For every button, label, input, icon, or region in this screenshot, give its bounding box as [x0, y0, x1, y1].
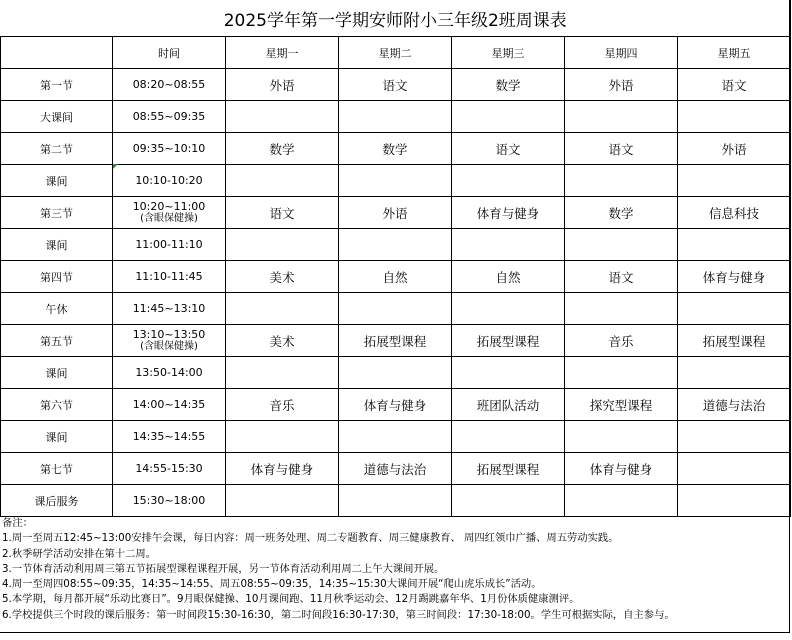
class-cell[interactable]: 数学 — [339, 133, 452, 165]
row-time — [113, 485, 226, 517]
class-cell[interactable]: 体育与健身 — [565, 453, 678, 485]
class-cell[interactable] — [565, 357, 678, 389]
header-day: 星期二 — [339, 37, 452, 69]
row-time — [113, 229, 226, 261]
row-label: 第七节 — [1, 453, 113, 485]
class-cell[interactable]: 音乐 — [226, 389, 339, 421]
class-cell[interactable] — [226, 485, 339, 517]
row-label: 第三节 — [1, 197, 113, 229]
note-item: 6.学校提供三个时段的课后服务：第一时间段15:30-16:30，第二时间段16:30-17:30，第三时间段：17:30-18:00。学生可根据实际，自主参与。 — [2, 608, 675, 621]
timetable-row — [1, 197, 791, 229]
class-cell[interactable] — [226, 357, 339, 389]
time-range: 11:10-11:45 — [135, 270, 203, 283]
row-label: 午休 — [1, 293, 113, 325]
class-cell[interactable]: 外语 — [678, 133, 791, 165]
time-range: 11:00-11:10 — [135, 238, 203, 251]
time-range: 08:20~08:55 — [132, 78, 206, 91]
timetable-title: 2025学年第一学期安师附小三年级2班周课表 — [1, 0, 791, 37]
class-cell[interactable]: 外语 — [226, 69, 339, 101]
class-cell[interactable] — [565, 293, 678, 325]
class-cell[interactable] — [452, 485, 565, 517]
class-cell[interactable]: 数学 — [452, 69, 565, 101]
class-cell[interactable]: 语文 — [565, 261, 678, 293]
class-cell[interactable] — [565, 421, 678, 453]
class-cell[interactable] — [565, 101, 678, 133]
header-time: 时间 — [113, 37, 226, 69]
class-cell[interactable]: 体育与健身 — [452, 197, 565, 229]
class-cell[interactable]: 体育与健身 — [226, 453, 339, 485]
class-cell[interactable]: 数学 — [226, 133, 339, 165]
row-time — [113, 133, 226, 165]
note-item: 2.秋季研学活动安排在第十二周。 — [2, 547, 156, 560]
class-cell[interactable] — [565, 229, 678, 261]
class-cell[interactable]: 自然 — [339, 261, 452, 293]
note-item: 3.一节体育活动利用周三第五节拓展型课程课程开展，另一节体育活动利用周二上午大课间开展。 — [2, 562, 445, 575]
row-label: 课间 — [1, 357, 113, 389]
class-cell[interactable]: 信息科技 — [678, 197, 791, 229]
time-range: 13:10~13:50 — [132, 328, 206, 341]
class-cell[interactable]: 拓展型课程 — [339, 325, 452, 357]
row-label: 课后服务 — [1, 485, 113, 517]
class-cell[interactable] — [452, 229, 565, 261]
note-item: 1.周一至周五12:45~13:00安排午会课，每日内容：周一班务处理、周二专题教育、周三健康教育、 周四红领巾广播、周五劳动实践。 — [2, 532, 619, 545]
class-cell[interactable] — [226, 165, 339, 197]
row-label: 第五节 — [1, 325, 113, 357]
timetable-row — [1, 453, 791, 485]
time-range: 14:00~14:35 — [132, 398, 206, 411]
sheet-right-border — [789, 0, 790, 633]
time-range: 10:20~11:00 — [132, 200, 206, 213]
notes-section — [2, 516, 790, 623]
class-cell[interactable] — [678, 453, 791, 485]
row-label: 第一节 — [1, 69, 113, 101]
class-cell[interactable]: 班团队活动 — [452, 389, 565, 421]
class-cell[interactable]: 语文 — [565, 133, 678, 165]
class-cell[interactable] — [678, 485, 791, 517]
row-time — [113, 197, 226, 229]
class-cell[interactable] — [678, 293, 791, 325]
timetable-row — [1, 485, 791, 517]
row-label: 课间 — [1, 165, 113, 197]
class-cell[interactable] — [565, 165, 678, 197]
header-day: 星期一 — [226, 37, 339, 69]
class-cell[interactable] — [452, 293, 565, 325]
class-cell[interactable] — [339, 165, 452, 197]
timetable-row — [1, 261, 791, 293]
row-label: 第六节 — [1, 389, 113, 421]
row-label: 第四节 — [1, 261, 113, 293]
row-time — [113, 453, 226, 485]
header-day: 星期四 — [565, 37, 678, 69]
class-cell[interactable] — [452, 165, 565, 197]
class-cell[interactable] — [226, 421, 339, 453]
row-label: 课间 — [1, 229, 113, 261]
time-range: 09:35~10:10 — [132, 142, 206, 155]
class-cell[interactable]: 音乐 — [565, 325, 678, 357]
time-range: 11:45~13:10 — [132, 302, 206, 315]
timetable-row — [1, 101, 791, 133]
time-range: 10:10-10:20 — [135, 174, 203, 187]
class-cell[interactable]: 道德与法治 — [678, 389, 791, 421]
sheet-bottom-border — [0, 632, 790, 633]
class-cell[interactable]: 拓展型课程 — [678, 325, 791, 357]
class-cell[interactable] — [226, 293, 339, 325]
row-time — [113, 165, 226, 197]
class-cell[interactable] — [678, 421, 791, 453]
timetable-row — [1, 357, 791, 389]
class-cell[interactable] — [339, 357, 452, 389]
corner-cell — [1, 37, 113, 69]
timetable-row — [1, 293, 791, 325]
class-cell[interactable]: 外语 — [339, 197, 452, 229]
class-cell[interactable]: 探究型课程 — [565, 389, 678, 421]
header-row — [1, 37, 791, 69]
timetable-row — [1, 229, 791, 261]
time-note: (含眼保健操) — [140, 341, 198, 352]
class-cell[interactable]: 体育与健身 — [339, 389, 452, 421]
class-cell[interactable] — [565, 485, 678, 517]
note-item: 4.周一至周四08:55~09:35，14:35~14:55、周五08:55~09:35，14:35~15:30大课间开展“爬山虎乐成长”活动。 — [2, 578, 542, 591]
class-cell[interactable] — [678, 165, 791, 197]
time-range: 08:55~09:35 — [132, 110, 206, 123]
timetable-row — [1, 389, 791, 421]
class-cell[interactable]: 美术 — [226, 261, 339, 293]
timetable-row — [1, 133, 791, 165]
time-range: 15:30~18:00 — [132, 494, 206, 507]
class-cell[interactable]: 语文 — [452, 133, 565, 165]
timetable-rows — [1, 69, 791, 517]
class-cell[interactable]: 自然 — [452, 261, 565, 293]
cell-note-marker — [113, 164, 118, 169]
class-cell[interactable] — [339, 229, 452, 261]
row-time — [113, 101, 226, 133]
row-label: 第二节 — [1, 133, 113, 165]
class-cell[interactable] — [678, 357, 791, 389]
timetable-row — [1, 421, 791, 453]
notes-heading: 备注： — [2, 517, 33, 529]
class-cell[interactable]: 外语 — [565, 69, 678, 101]
row-time — [113, 389, 226, 421]
row-label: 课间 — [1, 421, 113, 453]
class-cell[interactable] — [452, 421, 565, 453]
class-cell[interactable] — [339, 293, 452, 325]
row-time — [113, 261, 226, 293]
header-day: 星期三 — [452, 37, 565, 69]
row-label: 大课间 — [1, 101, 113, 133]
row-time — [113, 69, 226, 101]
class-cell[interactable] — [339, 101, 452, 133]
class-cell[interactable]: 拓展型课程 — [452, 325, 565, 357]
class-cell[interactable]: 语文 — [226, 197, 339, 229]
class-cell[interactable]: 数学 — [565, 197, 678, 229]
class-cell[interactable] — [452, 101, 565, 133]
timetable-row — [1, 325, 791, 357]
time-note: (含眼保健操) — [140, 213, 198, 224]
class-cell[interactable] — [678, 229, 791, 261]
class-cell[interactable]: 语文 — [339, 69, 452, 101]
class-cell[interactable]: 体育与健身 — [678, 261, 791, 293]
time-range: 14:35~14:55 — [132, 430, 206, 443]
class-cell[interactable]: 语文 — [678, 69, 791, 101]
class-cell[interactable] — [339, 421, 452, 453]
class-cell[interactable]: 道德与法治 — [339, 453, 452, 485]
class-cell[interactable] — [452, 357, 565, 389]
class-cell[interactable]: 美术 — [226, 325, 339, 357]
time-range: 14:55-15:30 — [135, 462, 203, 475]
note-item: 5.本学期，每月都开展“乐动比赛日”。9月眼保健操、10月课间跑、11月秋季运动会、12月踢跳嘉年华、1月份体质健康测评。 — [2, 593, 580, 606]
class-cell[interactable] — [339, 485, 452, 517]
row-time — [113, 357, 226, 389]
timetable-row — [1, 69, 791, 101]
class-cell[interactable] — [226, 101, 339, 133]
row-time — [113, 293, 226, 325]
time-range: 13:50-14:00 — [135, 366, 203, 379]
row-time — [113, 421, 226, 453]
class-cell[interactable]: 拓展型课程 — [452, 453, 565, 485]
class-cell[interactable] — [678, 101, 791, 133]
timetable-row — [1, 165, 791, 197]
header-day: 星期五 — [678, 37, 791, 69]
class-cell[interactable] — [226, 229, 339, 261]
row-time — [113, 325, 226, 357]
